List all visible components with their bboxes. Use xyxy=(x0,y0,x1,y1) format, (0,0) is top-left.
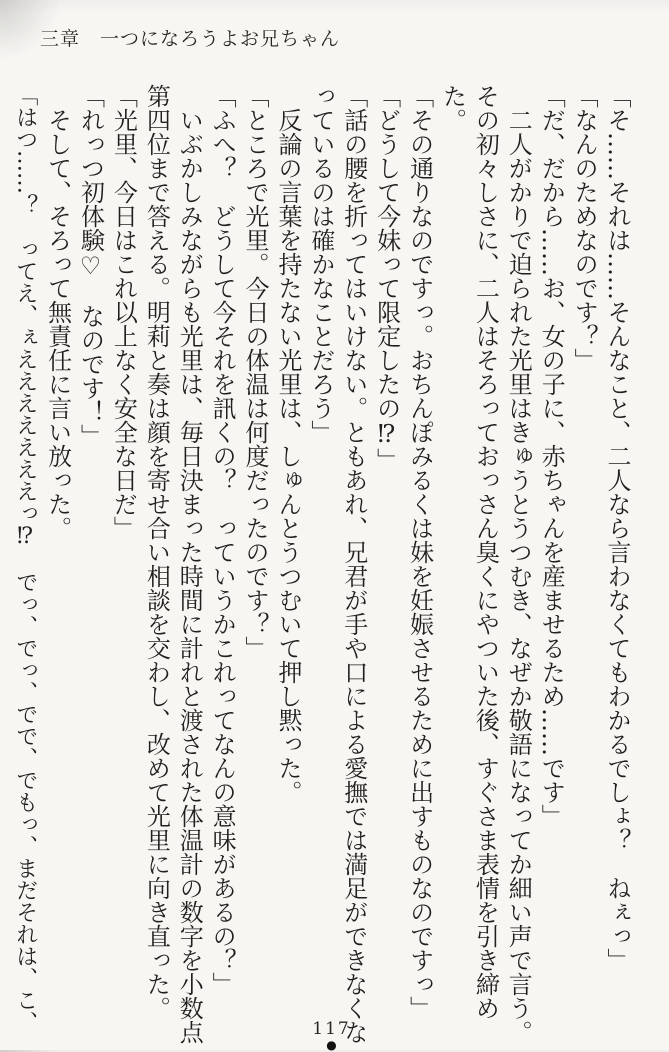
text-column: 「れっつ初体験♡ なのです！」 xyxy=(76,84,105,448)
text-column: 「なんのためなのです？」 xyxy=(570,84,599,372)
text-column: 「だ、だから……お、女の子に、赤ちゃんを産ませるため……です」 xyxy=(537,84,566,828)
text-column: 二人がかりで迫られた光里はきゅうとうつむき、なぜか敬語になってか細い声で言う。 xyxy=(504,108,533,1044)
text-column: 「光里、今日はこれ以上なく安全な日だ」 xyxy=(109,84,138,540)
footer-dot-mark: ● xyxy=(326,1038,337,1052)
chapter-header: 三章 一つになろうよお兄ちゃん xyxy=(40,28,341,50)
text-block xyxy=(8,84,633,1052)
text-column: 「そ……それは……そんなこと、二人なら言わなくてもわかるでしょ？ ねぇっ」 xyxy=(603,84,631,972)
page-number: 117 xyxy=(312,1018,351,1039)
text-column: いぶかしみながらも光里は、毎日決まった時間に計れと渡された体温計の数字を小数点 xyxy=(175,108,204,1044)
text-column: 「ところで光里。今日の体温は何度だったのです？」 xyxy=(241,84,270,660)
text-column: 「その通りなのですっ。おちんぽみるくは妹を妊娠させるために出すものなのですっ」 xyxy=(405,84,434,1020)
text-column: その初々しさに、二人はそろっておっさん臭くにやついた後、すぐさま表情を引き締めた。 xyxy=(438,84,500,1020)
text-column: 反論の言葉を持たない光里は、しゅんとうつむいて押し黙った。 xyxy=(273,108,302,804)
text-column: っているのは確かなことだろう」 xyxy=(306,84,335,444)
text-column: そして、そろって無責任に言い放った。 xyxy=(43,108,72,540)
text-column: 第四位まで答える。明莉と奏は顔を寄せ合い相談を交わし、改めて光里に向き直った。 xyxy=(142,84,171,1020)
text-column: 「どうして今妹って限定したの⁉」 xyxy=(372,84,401,472)
text-column: 「話の腰を折ってはいけない。ともあれ、兄君が手や口による愛撫では満足ができなくな xyxy=(339,84,368,1044)
text-column: 「ふへ？ どうして今それを訊くの？ っていうかこれってなんの意味があるの？」 xyxy=(208,84,237,996)
page-footer xyxy=(0,1019,663,1050)
text-column: 「はつ……？ ってえ、ぇえええええええっ⁉ でっ、でっ、でで、でもっ、まだそれは、こ、 xyxy=(12,84,38,1033)
